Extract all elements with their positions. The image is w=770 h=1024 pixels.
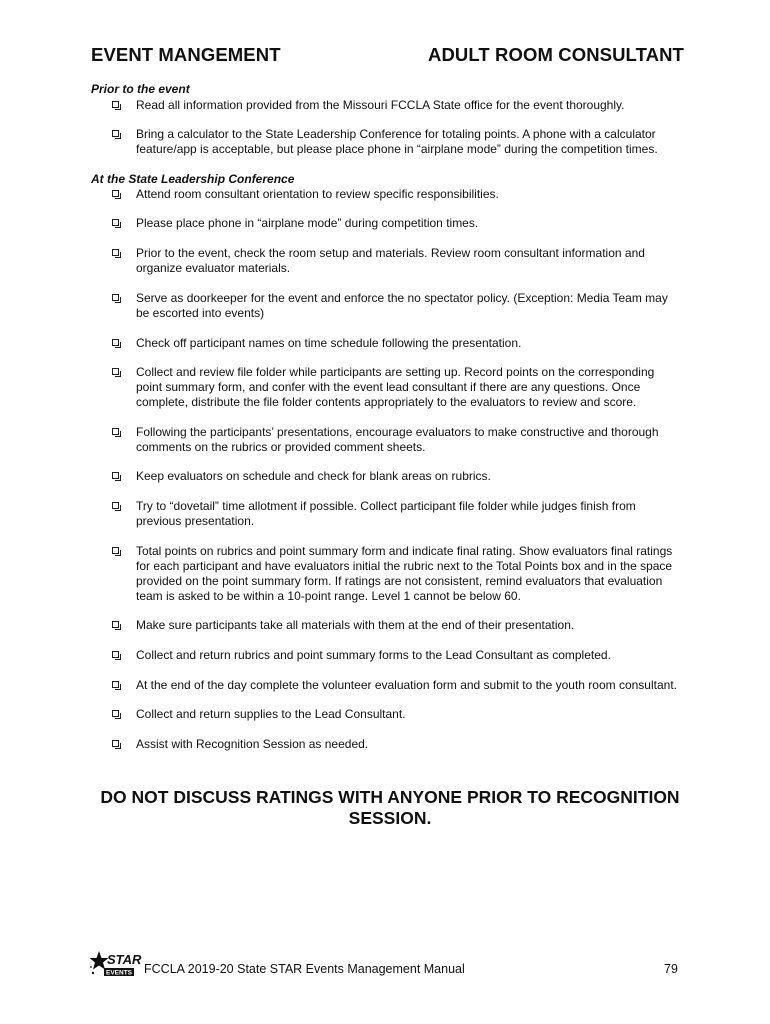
logo-star-text: STAR [107, 952, 142, 967]
checkbox-bullet-icon [112, 339, 119, 346]
checkbox-bullet-icon [112, 294, 119, 301]
list-item-text: Total points on rubrics and point summary form and indicate final rating. Show evaluators final ratings for each participant and have evaluators initial the rubric next to the Total Points box and in the space provided on the point summary form. If ratings are not consistent, remind evaluators that evaluation team is asked to be within a 10-point range. Level 1 cannot be below 60. [136, 544, 673, 603]
list-item-text: Check off participant names on time schedule following the presentation. [136, 336, 522, 350]
list-item-text: Try to “dovetail” time allotment if possible. Collect participant file folder while judges finish from previous presentation. [136, 499, 636, 528]
checkbox-bullet-icon [112, 368, 119, 375]
event-management-title: EVENT MANGEMENT [91, 44, 281, 65]
list-item-text: Collect and return supplies to the Lead Consultant. [136, 707, 406, 721]
logo-events-text: EVENTS [106, 969, 133, 977]
list-item-text: Bring a calculator to the State Leadership Conference for totaling points. A phone with a calculator feature/app is acceptable, but please place phone in “airplane mode” during the competition times. [136, 127, 658, 156]
checkbox-bullet-icon [112, 621, 119, 628]
checkbox-bullet-icon [112, 502, 119, 509]
adult-room-consultant-title: ADULT ROOM CONSULTANT [428, 44, 684, 65]
section-heading-prior: Prior to the event [91, 82, 190, 96]
star-events-logo-icon [90, 949, 142, 979]
ratings-warning: DO NOT DISCUSS RATINGS WITH ANYONE PRIOR TO RECOGNITION SESSION. [100, 787, 680, 828]
list-item-text: Collect and review file folder while participants are setting up. Record points on the corresponding point summary form, and confer with the event lead consultant if there are any questions. Once complete, distribute the file folder contents appropriately to the evaluators to review and score. [136, 365, 655, 409]
checkbox-bullet-icon [112, 190, 119, 197]
list-item-text: Serve as doorkeeper for the event and enforce the no spectator policy. (Exception: Media Team may be escorted into events) [136, 291, 668, 320]
checkbox-bullet-icon [112, 428, 119, 435]
checkbox-bullet-icon [112, 740, 119, 747]
checkbox-bullet-icon [112, 249, 119, 256]
section-heading-conference: At the State Leadership Conference [91, 172, 295, 186]
list-item-text: At the end of the day complete the volunteer evaluation form and submit to the youth room consultant. [136, 678, 677, 692]
page-number: 79 [664, 962, 678, 976]
list-item-text: Following the participants’ presentations, encourage evaluators to make constructive and thorough comments on the rubrics or provided comment sheets. [136, 425, 659, 454]
list-item-text: Make sure participants take all materials with them at the end of their presentation. [136, 618, 575, 632]
list-item-text: Read all information provided from the Missouri FCCLA State office for the event thoroughly. [136, 98, 625, 112]
manual-title: FCCLA 2019-20 State STAR Events Management Manual [144, 962, 465, 976]
checkbox-bullet-icon [112, 219, 119, 226]
list-item-text: Please place phone in “airplane mode” during competition times. [136, 216, 479, 230]
checkbox-bullet-icon [112, 101, 119, 108]
list-item-text: Collect and return rubrics and point summary forms to the Lead Consultant as completed. [136, 648, 611, 662]
checkbox-bullet-icon [112, 547, 119, 554]
list-item-text: Assist with Recognition Session as needed. [136, 737, 369, 751]
checkbox-bullet-icon [112, 710, 119, 717]
checkbox-bullet-icon [112, 472, 119, 479]
list-item-text: Attend room consultant orientation to review specific responsibilities. [136, 187, 499, 201]
checkbox-bullet-icon [112, 130, 119, 137]
list-item-text: Keep evaluators on schedule and check for blank areas on rubrics. [136, 469, 491, 483]
checkbox-bullet-icon [112, 681, 119, 688]
checkbox-bullet-icon [112, 651, 119, 658]
list-item-text: Prior to the event, check the room setup and materials. Review room consultant information and organize evaluator materials. [136, 246, 645, 275]
